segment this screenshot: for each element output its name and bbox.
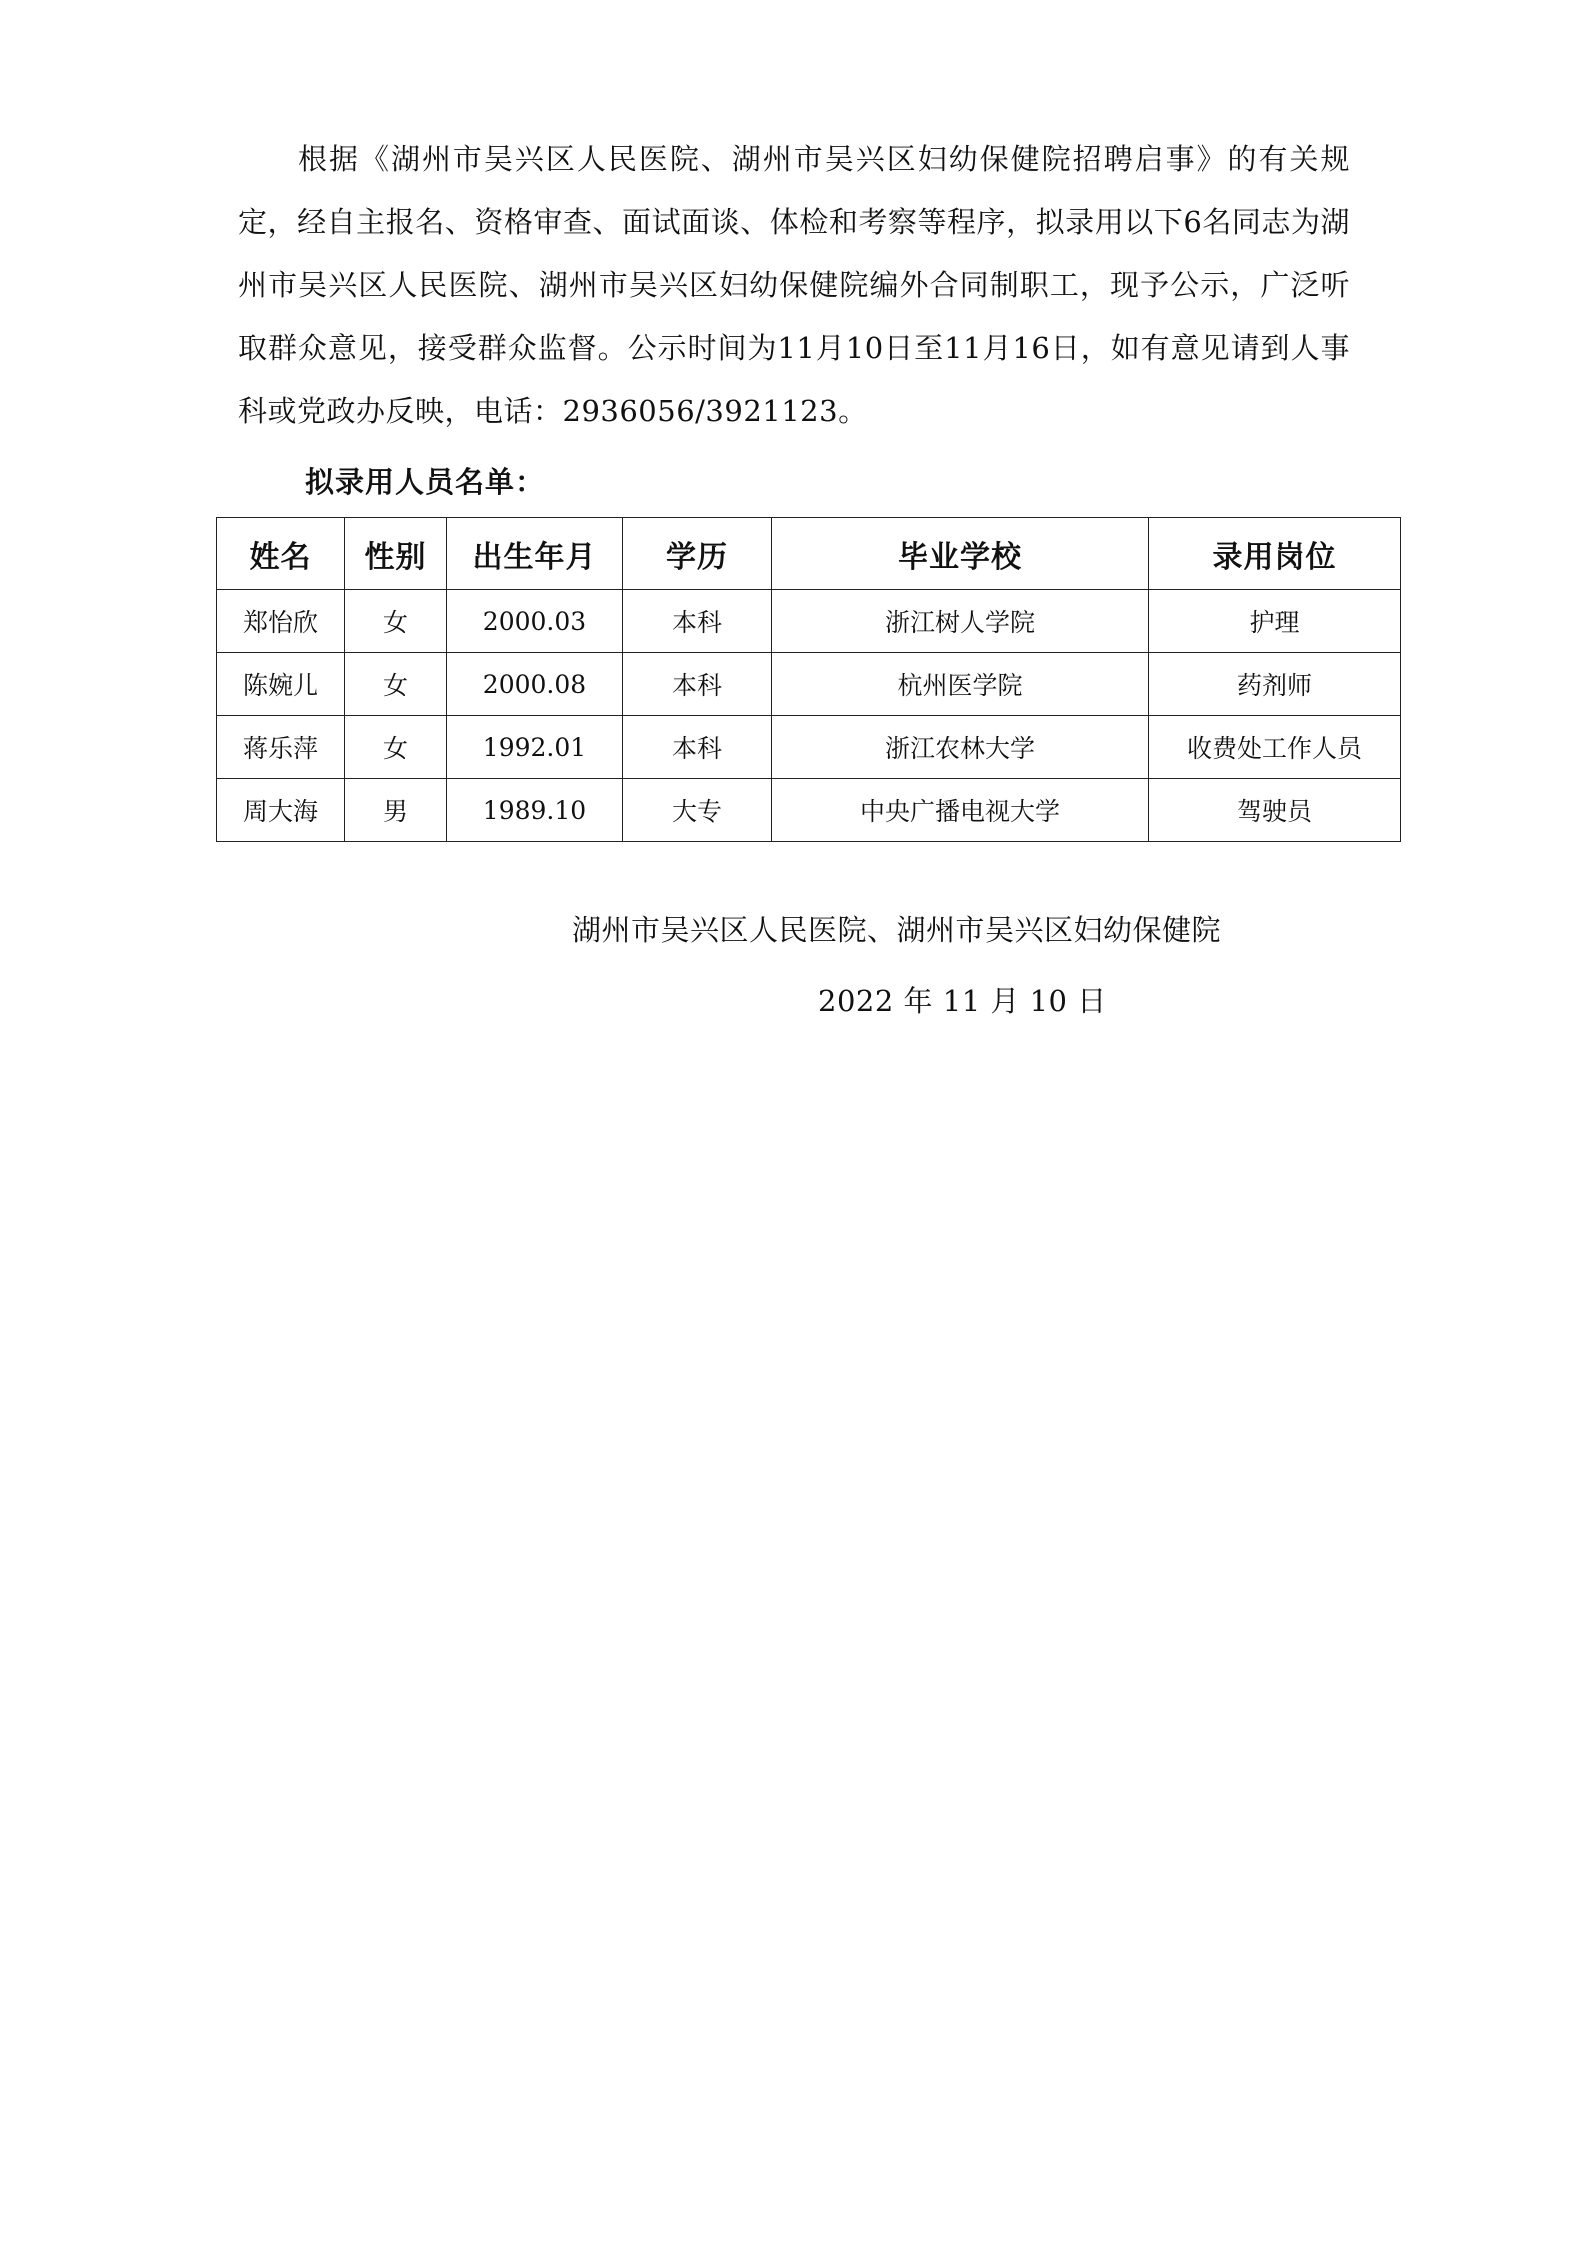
header-position: 录用岗位 bbox=[1149, 518, 1401, 590]
cell-name: 蒋乐萍 bbox=[217, 716, 345, 779]
table-row bbox=[217, 779, 1401, 842]
signature-organization: 湖州市吴兴区人民医院、湖州市吴兴区妇幼保健院 bbox=[572, 913, 1222, 947]
cell-school: 浙江农林大学 bbox=[772, 716, 1149, 779]
cell-name: 郑怡欣 bbox=[217, 590, 345, 653]
table-row bbox=[217, 590, 1401, 653]
cell-birth-date: 1992.01 bbox=[447, 716, 623, 779]
cell-birth-date: 2000.08 bbox=[447, 653, 623, 716]
header-education: 学历 bbox=[623, 518, 772, 590]
cell-name: 陈婉儿 bbox=[217, 653, 345, 716]
cell-school: 中央广播电视大学 bbox=[772, 779, 1149, 842]
cell-birth-date: 2000.03 bbox=[447, 590, 623, 653]
cell-birth-date: 1989.10 bbox=[447, 779, 623, 842]
hiring-roster-table bbox=[216, 517, 1401, 842]
header-birth-date: 出生年月 bbox=[447, 518, 623, 590]
cell-gender: 女 bbox=[345, 590, 447, 653]
table-row bbox=[217, 716, 1401, 779]
cell-education: 本科 bbox=[623, 716, 772, 779]
signature-date: 2022 年 11 月 10 日 bbox=[818, 984, 1107, 1018]
cell-gender: 女 bbox=[345, 653, 447, 716]
table-header-row bbox=[217, 518, 1401, 590]
header-gender: 性别 bbox=[345, 518, 447, 590]
list-heading: 拟录用人员名单： bbox=[305, 465, 546, 499]
header-school: 毕业学校 bbox=[772, 518, 1149, 590]
cell-education: 大专 bbox=[623, 779, 772, 842]
cell-school: 杭州医学院 bbox=[772, 653, 1149, 716]
cell-education: 本科 bbox=[623, 590, 772, 653]
table-row bbox=[217, 653, 1401, 716]
cell-position: 收费处工作人员 bbox=[1149, 716, 1401, 779]
cell-education: 本科 bbox=[623, 653, 772, 716]
cell-position: 驾驶员 bbox=[1149, 779, 1401, 842]
cell-position: 药剂师 bbox=[1149, 653, 1401, 716]
cell-position: 护理 bbox=[1149, 590, 1401, 653]
notice-paragraph: 根据《湖州市吴兴区人民医院、湖州市吴兴区妇幼保健院招聘启事》的有关规定，经自主报名、资格审查、面试面谈、体检和考察等程序，拟录用以下6名同志为湖州市吴兴区人民医院、湖州市吴兴区妇幼保健院编外合同制职工，现予公示，广泛听取群众意见，接受群众监督。公示时间为11月10日至11月16日，如有意见请到人事科或党政办反映，电话：2936056/3921123。 bbox=[238, 142, 1350, 428]
header-name: 姓名 bbox=[217, 518, 345, 590]
cell-name: 周大海 bbox=[217, 779, 345, 842]
cell-gender: 女 bbox=[345, 716, 447, 779]
cell-school: 浙江树人学院 bbox=[772, 590, 1149, 653]
cell-gender: 男 bbox=[345, 779, 447, 842]
